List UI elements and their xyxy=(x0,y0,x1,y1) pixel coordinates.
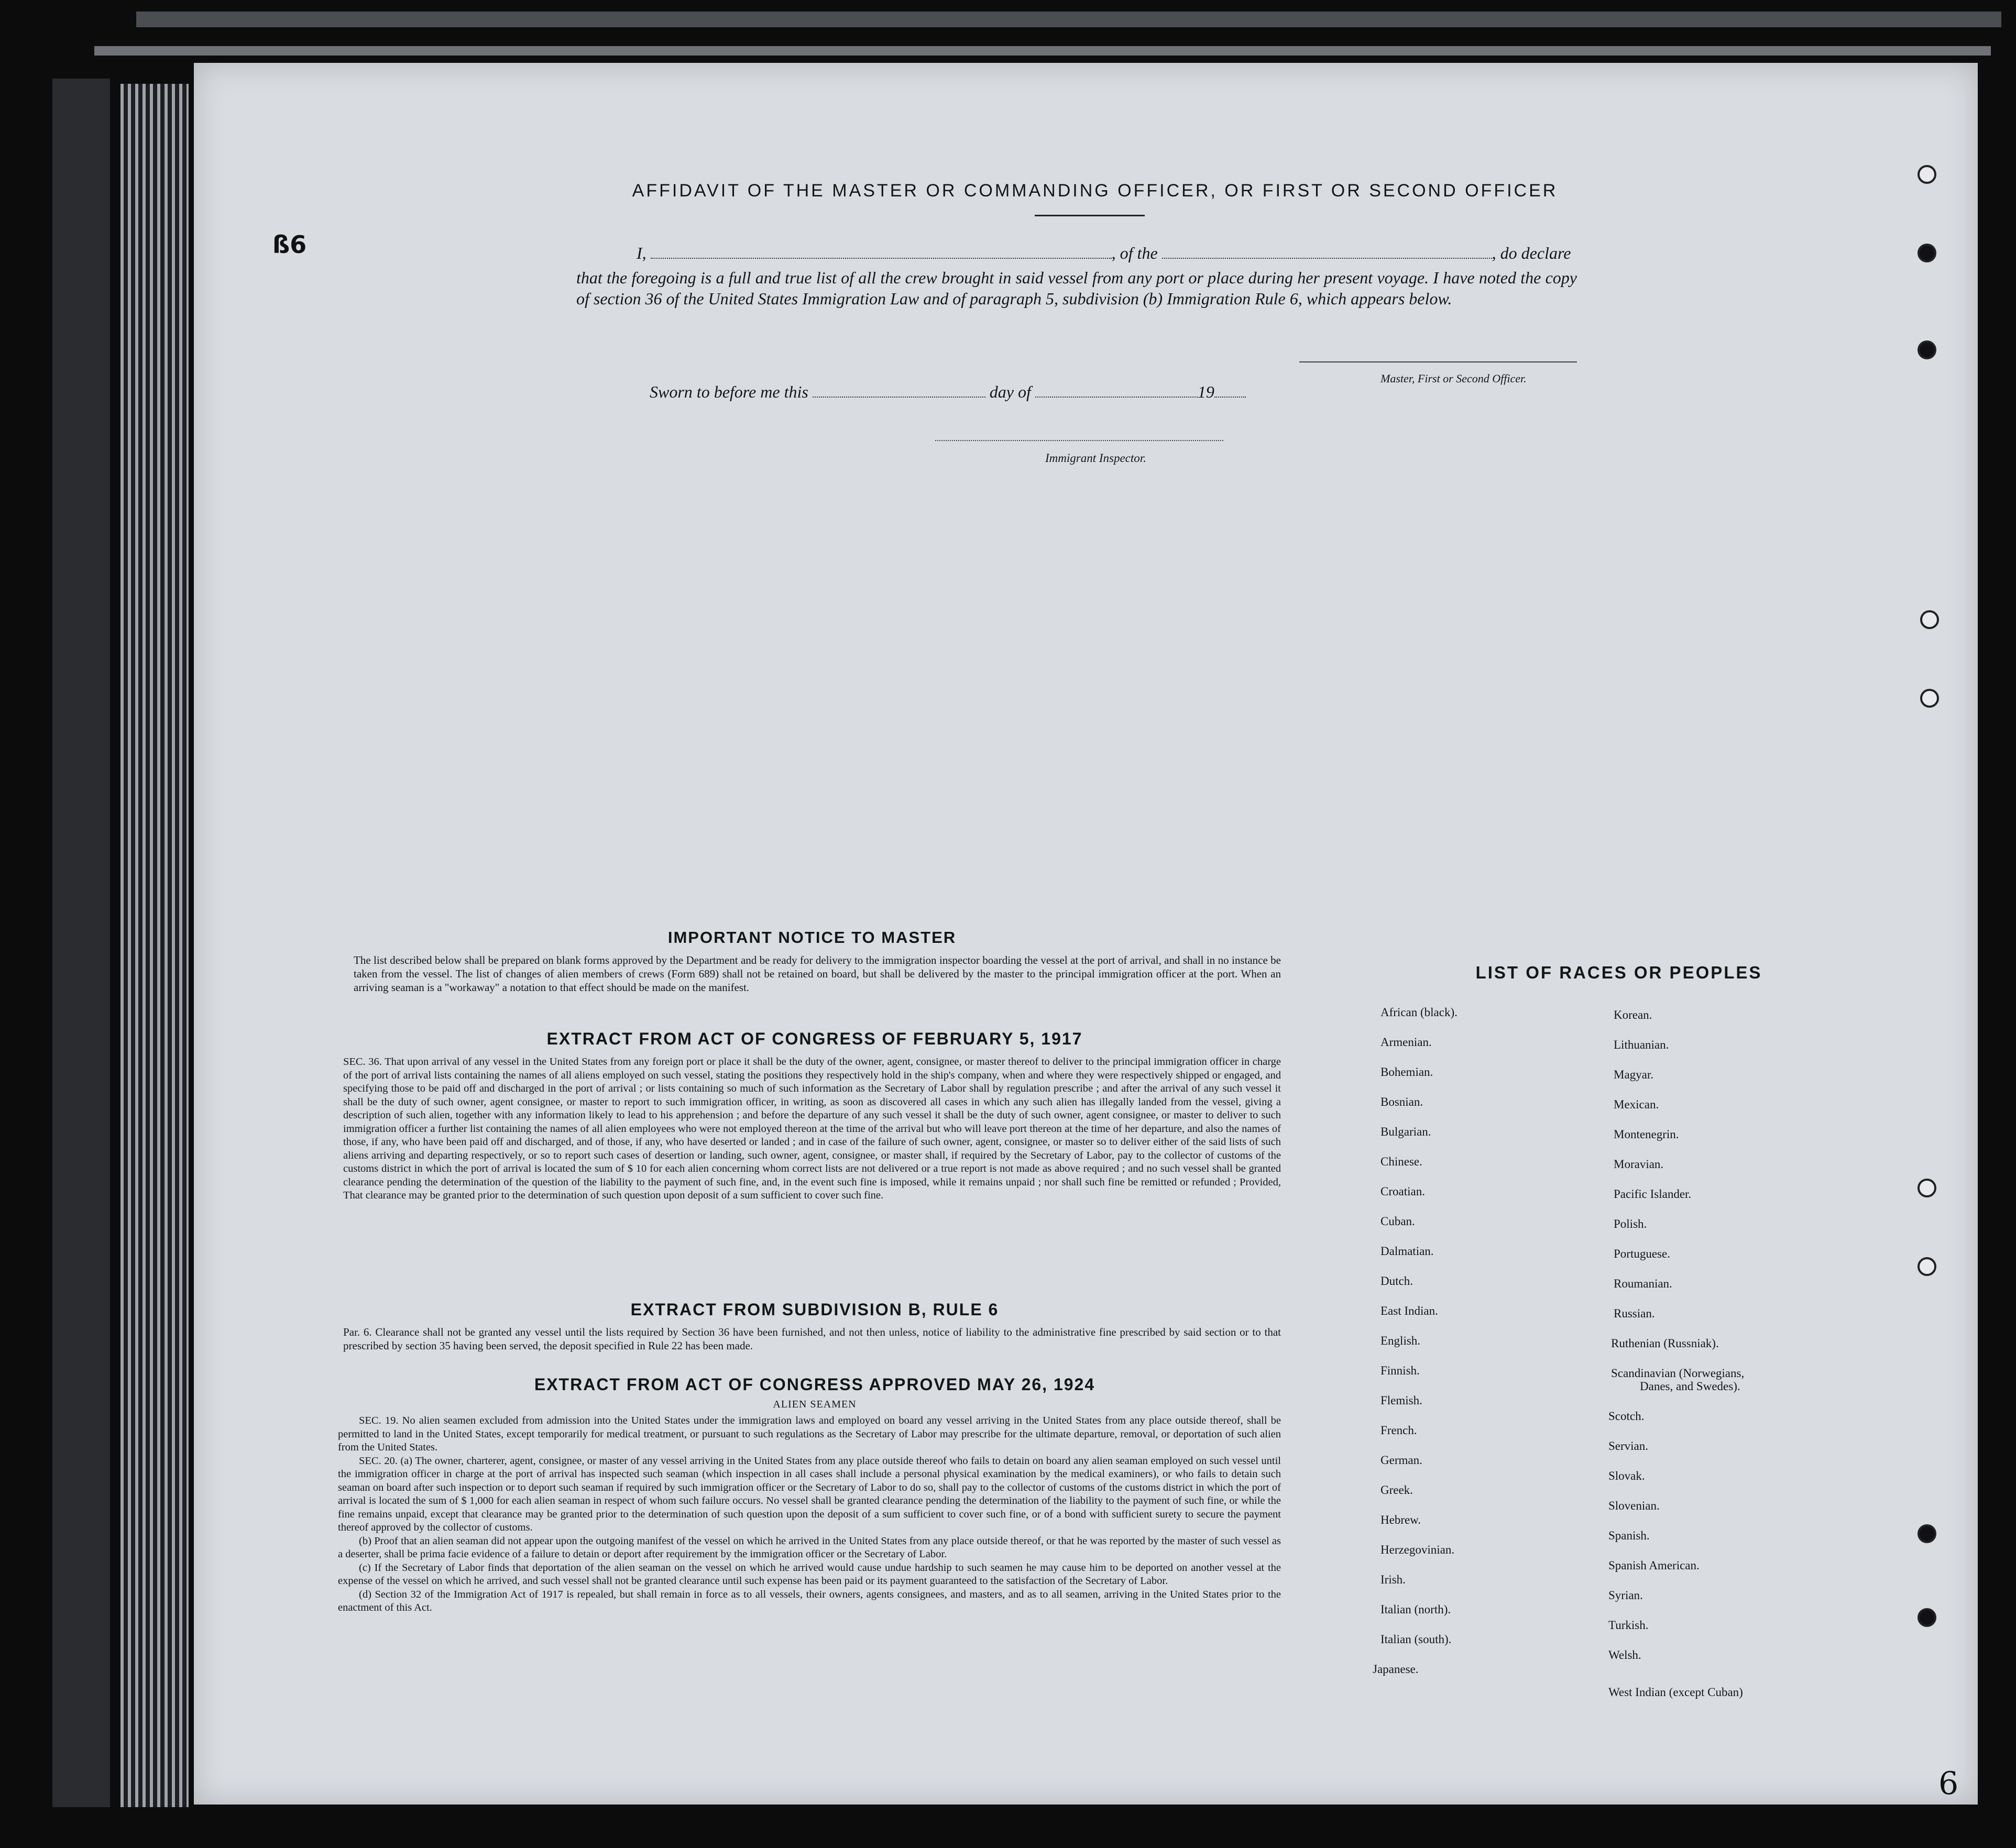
extract-1917-body: SEC. 36. That upon arrival of any vessel in the United States from any foreign port or place it shall be the duty of the owner, agent, consignee, or master thereof to deliver to the principal immigration officer in charge of the port of arrival lists containing the names of all aliens employed on such vessel, stating the positions they respectively hold in the ship's company, when and where they were respectively shipped or engaged, and specifying those to be paid off and discharged in the port of arrival ; or lists containing so much of such information as the Secretary of Labor shall by regulation prescribe ; and after the arrival of any such vessel it shall be the duty of such owner, agent consignee, or master to report to such immigration officer, in writing, as soon as discovered all cases in which any such alien has illegally landed from the vessel, giving a description of such alien, together with any information likely to lead to his apprehension ; and before the departure of any such vessel it shall be the duty of such owner, agent consignee, or master to deliver to such immigration officer a further list containing the names of all alien employees who were not employed thereon at the time of the arrival but who will leave port thereon at the time of her departure, and also the names of those, if any, who have been paid off and discharged, and of those, if any, who have deserted or landed ; and in case of the failure of such owner, agent, consignee, or master so to deliver either of the said lists of such aliens arriving and departing respectively, or so to report such cases of desertion or landing, such owner, agent, consignee, or master shall, if required by the Secretary of Labor, pay to the collector of customs of the customs district in which the port of arrival is located the sum of $ 10 for each alien concerning whom correct lists are not delivered or a true report is not made as above required ; and no such vessel shall be granted clearance pending the determination of the question of the liability to the payment of such fine, and, in the event such fine is imposed, while it remains unpaid ; nor shall such fine be remitted or refunded ; Provided, That clearance may be granted prior to the determination of such question upon deposit of a sum sufficient to cover such fine. xyxy=(343,1056,1281,1201)
race-item: Flemish. xyxy=(1380,1394,1422,1407)
binder-strip-top xyxy=(136,12,2001,27)
month-blank[interactable] xyxy=(1035,396,1198,398)
race-item: Herzegovinian. xyxy=(1380,1543,1455,1556)
declaration-body: that the foregoing is a full and true list of all the crew brought in said vessel from any port or place during her present voyage. I have noted the copy of section 36 of the United States Immigration Law and of paragraph 5, subdivision (b) Immigration Rule 6, which appears below. xyxy=(576,268,1577,308)
race-item: Italian (south). xyxy=(1380,1633,1452,1646)
vessel-blank[interactable] xyxy=(1162,257,1492,259)
punch-hole-icon xyxy=(1918,244,1936,262)
notice-body: The list described below shall be prepared on blank forms approved by the Department and be ready for delivery to the immigration inspector boarding the vessel at the port of arrival, and shall in no instance be taken from the vessel. The list of changes of alien members of crews (Form 689) shall not be retained on board, but shall be delivered by the master to the principal immigration officer at the port. When an arriving seaman is a "workaway" a notation to that effect should be made on the manifest. xyxy=(354,954,1281,994)
race-item: Danes, and Swedes). xyxy=(1640,1380,1740,1393)
extract-1924-sec20b: (b) Proof that an alien seaman did not appear upon the outgoing manifest of the vessel on which he arrived in the United States from any place outside thereof, or that he was reported by the master of such vessel as a deserter, shall be prima facie evidence of a failure to detain or deport after requirement by the immigration officer or the Secretary of Labor. xyxy=(338,1535,1281,1560)
race-item: Cuban. xyxy=(1380,1215,1415,1228)
race-item: Greek. xyxy=(1380,1483,1413,1497)
race-item: Welsh. xyxy=(1608,1648,1641,1662)
left-page-edges xyxy=(120,84,189,1807)
inspector-label: Immigrant Inspector. xyxy=(1045,452,1146,465)
race-item: East Indian. xyxy=(1380,1304,1438,1317)
race-item: Bosnian. xyxy=(1380,1095,1423,1108)
name-blank[interactable] xyxy=(651,257,1112,259)
race-item: Armenian. xyxy=(1380,1036,1432,1049)
race-item: French. xyxy=(1380,1424,1417,1437)
extract-1924-sec20c: (c) If the Secretary of Labor finds that deportation of the alien seaman on the vessel on which he arrived would cause undue hardship to such seamen he may cause him to be deported on another vessel at the expense of the vessel on which he arrived, and such vessel shall not be granted clearance until such expense has been paid or its payment guaranteed to the satisfaction of the Secretary of Labor. xyxy=(338,1561,1281,1587)
affidavit-title: AFFIDAVIT OF THE MASTER OR COMMANDING OFFICER, OR FIRST OR SECOND OFFICER xyxy=(632,181,1558,201)
race-item: Scotch. xyxy=(1608,1410,1645,1423)
year-prefix: 19 xyxy=(1197,382,1214,401)
corner-handwritten-mark: 6 xyxy=(1938,1765,1959,1802)
left-binding-edge xyxy=(52,79,110,1807)
extract-1924-title: EXTRACT FROM ACT OF CONGRESS APPROVED MAY 26, 1924 xyxy=(534,1375,1095,1394)
extract-1917-title: EXTRACT FROM ACT OF CONGRESS OF FEBRUARY 5, 1917 xyxy=(546,1029,1083,1048)
extract-1924-sec20d: (d) Section 32 of the Immigration Act of 1917 is repealed, but shall remain in force as to all vessels, their owners, agents consignees, and masters, and as to all seamen, arriving in the United States prior to the enactment of this Act. xyxy=(338,1588,1281,1613)
race-item: Dutch. xyxy=(1380,1274,1413,1288)
race-item: Servian. xyxy=(1608,1439,1649,1453)
race-item: Irish. xyxy=(1380,1573,1406,1586)
race-item: Spanish. xyxy=(1608,1529,1650,1542)
race-item: Moravian. xyxy=(1614,1158,1664,1171)
race-item: Pacific Islander. xyxy=(1614,1187,1692,1201)
race-item: Korean. xyxy=(1614,1008,1652,1021)
race-item: Lithuanian. xyxy=(1614,1038,1669,1051)
race-item: German. xyxy=(1380,1454,1422,1467)
declaration-line xyxy=(576,244,1624,263)
declaration-of-the: , of the xyxy=(1111,244,1158,262)
race-item: Spanish American. xyxy=(1608,1559,1700,1572)
punch-hole-icon xyxy=(1918,1608,1936,1627)
race-item: Montenegrin. xyxy=(1614,1128,1679,1141)
race-item: Turkish. xyxy=(1608,1619,1649,1632)
race-item: Slovenian. xyxy=(1608,1499,1660,1512)
race-item: Mexican. xyxy=(1614,1098,1659,1111)
race-item: Japanese. xyxy=(1373,1663,1419,1676)
race-item: Slovak. xyxy=(1608,1469,1645,1482)
extract-1924-subtitle: ALIEN SEAMEN xyxy=(773,1399,857,1410)
punch-hole-icon xyxy=(1918,165,1936,184)
punch-hole-icon xyxy=(1920,689,1939,708)
race-item: Ruthenian (Russniak). xyxy=(1611,1337,1719,1350)
race-item: Chinese. xyxy=(1380,1155,1422,1168)
year-blank[interactable] xyxy=(1214,396,1246,398)
punch-hole-icon xyxy=(1918,1524,1936,1543)
day-blank[interactable] xyxy=(813,396,985,398)
declaration-i: I, xyxy=(637,244,647,262)
notice-title: IMPORTANT NOTICE TO MASTER xyxy=(667,928,957,947)
binder-strip-mid xyxy=(94,46,1991,56)
extract-1924-sec19: SEC. 19. No alien seamen excluded from admission into the United States under the immigration laws and employed on board any vessel arriving in the United States from any place outside thereof, shall be permitted to land in the United States, except temporarily for medical treatment, or pursuant to such regulations as the Secretary of Labor may prescribe for the ultimate departure, removal, or deportation of such alien from the United States. xyxy=(338,1415,1281,1453)
race-item: Finnish. xyxy=(1380,1364,1420,1377)
title-rule xyxy=(1035,215,1145,216)
extract-rule6-body: Par. 6. Clearance shall not be granted any vessel until the lists required by Section 36 have been furnished, and not then unless, notice of liability to the administrative fine prescribed by said section or to that prescribed by section 35 having been served, the deposit specified in Rule 22 has been made. xyxy=(343,1326,1281,1352)
punch-hole-icon xyxy=(1918,340,1936,359)
signature-line[interactable] xyxy=(1299,361,1577,362)
sworn-line xyxy=(650,382,1246,402)
extract-rule6-title: EXTRACT FROM SUBDIVISION B, RULE 6 xyxy=(630,1300,999,1319)
races-title: LIST OF RACES OR PEOPLES xyxy=(1475,963,1762,982)
declaration-do-declare: , do declare xyxy=(1492,244,1571,262)
race-item: Italian (north). xyxy=(1380,1603,1451,1616)
race-item: Dalmatian. xyxy=(1380,1245,1434,1258)
race-item: Russian. xyxy=(1614,1307,1655,1320)
sworn-label: Sworn to before me this xyxy=(650,382,808,401)
race-item: Hebrew. xyxy=(1380,1513,1421,1526)
race-item: Scandinavian (Norwegians, xyxy=(1611,1367,1745,1380)
punch-hole-icon xyxy=(1918,1257,1936,1276)
day-of-label: day of xyxy=(989,382,1031,401)
race-item: African (black). xyxy=(1380,1006,1458,1019)
race-item: Bulgarian. xyxy=(1380,1125,1431,1138)
document-page xyxy=(194,63,1978,1805)
race-item: Polish. xyxy=(1614,1217,1647,1230)
punch-hole-icon xyxy=(1920,610,1939,629)
race-item: Portuguese. xyxy=(1614,1247,1670,1260)
race-item: West Indian (except Cuban) xyxy=(1608,1686,1743,1699)
race-item: Magyar. xyxy=(1614,1068,1654,1081)
race-item: English. xyxy=(1380,1334,1421,1347)
race-item: Croatian. xyxy=(1380,1185,1425,1198)
race-item: Roumanian. xyxy=(1614,1277,1672,1290)
punch-hole-icon xyxy=(1918,1179,1936,1197)
inspector-line[interactable] xyxy=(935,440,1223,441)
extract-1924-sec20a: SEC. 20. (a) The owner, charterer, agent, consignee, or master of any vessel arriving in the United States from any place outside thereof who fails to detain on board any alien seaman employed on such vessel until the immigration officer in charge at the port of arrival has inspected such seaman (which inspection in all cases shall include a personal physical examination by the medical examiners), or who fails to detain such seaman on board after such inspection or to deport such seaman if required by such immigration officer or the Secretary of Labor to do so, shall pay to the collector of customs of the customs district in which the port of arrival is located the sum of $ 1,000 for each alien seaman in respect of whom such failure occurs. No vessel shall be granted clearance pending the determination of the liability to the payment of such fine, or while the fine remains unpaid, except that clearance may be granted prior to the determination of such question upon the deposit of a sum sufficient to cover such fine, or of a bond with sufficient surety to secure the payment thereof approved by the collector of customs. xyxy=(338,1455,1281,1533)
race-item: Bohemian. xyxy=(1380,1065,1433,1079)
signature-label: Master, First or Second Officer. xyxy=(1380,372,1527,385)
race-item: Syrian. xyxy=(1608,1589,1643,1602)
left-margin-mark: ß6 xyxy=(272,230,307,259)
extract-1924-body xyxy=(338,1414,1281,1615)
